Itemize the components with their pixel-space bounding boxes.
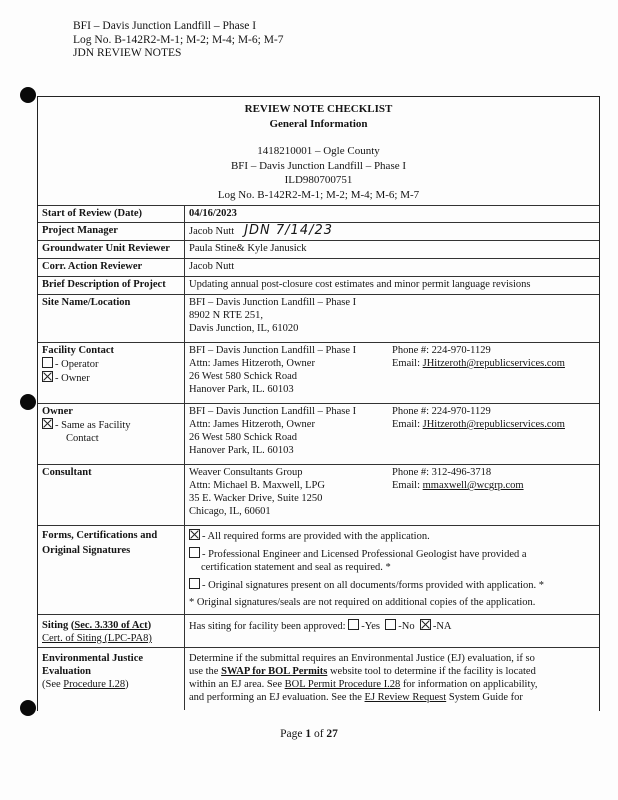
facility-contact-name: BFI – Davis Junction Landfill – Phase I: [189, 345, 357, 356]
epa-id: ILD980700751: [284, 174, 353, 186]
certification-checkbox[interactable]: [189, 547, 200, 558]
owner-name: BFI – Davis Junction Landfill – Phase I: [189, 406, 357, 417]
certification-text: - Professional Engineer and Licensed Professional Geologist have provided a: [202, 549, 527, 560]
corr-action-label: Corr. Action Reviewer: [38, 259, 185, 277]
ej-text-line4: [189, 691, 595, 704]
consultant-name: Weaver Consultants Group: [189, 467, 303, 478]
info-table: [38, 205, 599, 710]
siting-question: Has siting for facility been approved:: [189, 621, 346, 632]
ej-text-line3: [189, 678, 595, 691]
facility-contact-label: Facility Contact: [42, 345, 115, 356]
siting-yes-label: -Yes: [361, 621, 380, 632]
consultant-cell: [185, 465, 600, 526]
certification-text-cont: certification statement and seal as required. *: [201, 562, 391, 573]
punch-hole-bottom: [20, 700, 36, 716]
table-row: [38, 615, 599, 648]
punch-hole-top: [20, 87, 36, 103]
signatures-note: * Original signatures/seals are not required on additional copies of the application.: [189, 597, 536, 608]
ej-procedure-ref: [42, 678, 180, 691]
siting-label-cell: [38, 615, 185, 648]
start-review-value: 04/16/2023: [185, 206, 600, 223]
site-location-cell: [185, 295, 600, 343]
facility-contact-attn: Attn: James Hitzeroth, Owner: [189, 358, 315, 369]
site-id-county: 1418210001 – Ogle County: [257, 145, 380, 157]
table-row: [38, 259, 599, 277]
siting-act-link[interactable]: Sec. 3.330 of Act: [74, 620, 148, 631]
project-manager-value: Jacob Nutt: [189, 226, 235, 237]
forms-label-line2: Original Signatures: [42, 545, 131, 556]
corr-action-value: Jacob Nutt: [185, 259, 600, 277]
site-location-label: Site Name/Location: [38, 295, 185, 343]
punch-hole-middle: [20, 394, 36, 410]
groundwater-reviewer-label: Groundwater Unit Reviewer: [38, 241, 185, 259]
table-row: [38, 343, 599, 404]
groundwater-reviewer-value: Paula Stine& Kyle Janusick: [185, 241, 600, 259]
forms-item-certification: [189, 547, 595, 561]
ej-ref-suffix: ): [125, 679, 129, 690]
swap-link[interactable]: SWAP for BOL Permits: [221, 666, 328, 677]
page-footer: [0, 728, 618, 740]
checklist-title: REVIEW NOTE CHECKLIST: [244, 103, 393, 115]
facility-contact-street: 26 West 580 Schick Road: [189, 371, 298, 382]
ej-text-line2: [189, 665, 595, 678]
ej-cell: [185, 648, 600, 710]
start-review-label: Start of Review (Date): [38, 206, 185, 223]
header-line-2: Log No. B-142R2-M-1; M-2; M-4; M-6; M-7: [73, 33, 284, 46]
log-number: Log No. B-142R2-M-1; M-2; M-4; M-6; M-7: [217, 188, 420, 201]
consultant-email-line: [392, 479, 595, 492]
header-line-1: BFI – Davis Junction Landfill – Phase I: [73, 20, 257, 32]
signatures-checkbox[interactable]: [189, 578, 200, 589]
operator-checkbox[interactable]: [42, 357, 53, 368]
ej-procedure-link[interactable]: Procedure I.28: [63, 679, 126, 690]
facility-contact-cell: [185, 343, 600, 404]
document-header: [73, 20, 284, 61]
consultant-email[interactable]: mmaxwell@wcgrp.com: [422, 480, 524, 491]
owner-street: 26 West 580 Schick Road: [189, 432, 298, 443]
owner-cell: [185, 404, 600, 465]
owner-label: - Owner: [55, 373, 90, 384]
page-number: 1: [305, 728, 312, 740]
consultant-attn: Attn: Michael B. Maxwell, LPG: [189, 480, 325, 491]
table-row: [38, 648, 599, 710]
table-row: [38, 526, 599, 615]
checklist-form: [37, 96, 600, 711]
siting-no-label: -No: [398, 621, 415, 632]
siting-na-label: -NA: [432, 621, 452, 632]
owner-email[interactable]: JHitzeroth@republicservices.com: [422, 419, 565, 430]
facility-contact-email[interactable]: JHitzeroth@republicservices.com: [422, 358, 565, 369]
siting-label: [42, 619, 180, 632]
email-label: Email:: [392, 480, 420, 491]
consultant-label: Consultant: [38, 465, 185, 526]
project-manager-label: Project Manager: [38, 223, 185, 241]
table-row: [38, 465, 599, 526]
siting-label-close: ): [147, 620, 152, 631]
site-street: 8902 N RTE 251,: [189, 310, 264, 321]
operator-option: [42, 357, 180, 371]
ej-line2-b: website tool to determine if the facility is located: [327, 666, 536, 677]
same-as-facility-label-cont: Contact: [66, 433, 99, 444]
consultant-city: Chicago, IL, 60601: [189, 506, 271, 517]
facility-contact-label-cell: [38, 343, 185, 404]
ej-line3-a: within an EJ area. See: [189, 679, 285, 690]
owner-email-line: [392, 418, 595, 431]
siting-cell: [185, 615, 600, 648]
ej-label-line2: Evaluation: [42, 666, 92, 677]
header-line-3: JDN REVIEW NOTES: [73, 47, 182, 59]
forms-cell: [185, 526, 600, 615]
ej-line4-b: System Guide for: [446, 692, 523, 703]
ej-text-line1: Determine if the submittal requires an Environmental Justice (EJ) evaluation, if so: [189, 653, 535, 664]
siting-na-checkbox[interactable]: [420, 619, 431, 630]
table-row: [38, 404, 599, 465]
site-name: BFI – Davis Junction Landfill – Phase I: [189, 297, 357, 308]
owner-label-cell: [38, 404, 185, 465]
forms-label-cell: [38, 526, 185, 615]
brief-description-value: Updating annual post-closure cost estimates and minor permit language revisions: [185, 277, 600, 295]
ej-ref-prefix: (See: [42, 679, 64, 690]
facility-contact-phone: Phone #: 224-970-1129: [392, 345, 491, 356]
ej-review-request-link[interactable]: EJ Review Request: [364, 692, 447, 703]
owner-option: [42, 371, 180, 385]
owner-city: Hanover Park, IL. 60103: [189, 445, 294, 456]
project-manager-cell: [185, 223, 600, 241]
same-as-facility-option: [42, 418, 180, 432]
site-city: Davis Junction, IL, 61020: [189, 323, 299, 334]
email-label: Email:: [392, 419, 420, 430]
owner-attn: Attn: James Hitzeroth, Owner: [189, 419, 315, 430]
ej-label-line1: Environmental Justice: [42, 653, 144, 664]
consultant-phone: Phone #: 312-496-3718: [392, 467, 492, 478]
table-row: [38, 206, 599, 223]
owner-checkbox[interactable]: [42, 371, 53, 382]
same-as-facility-checkbox[interactable]: [42, 418, 53, 429]
forms-item-required: [189, 529, 595, 543]
checklist-subtitle: General Information: [269, 117, 368, 130]
page-total: 27: [326, 728, 338, 740]
ej-label-cell: [38, 648, 185, 710]
siting-yes-checkbox[interactable]: [348, 619, 359, 630]
reviewer-signature: JDN 7/14/23: [244, 223, 334, 238]
email-label: Email:: [392, 358, 420, 369]
ej-line3-b: for information on applicability,: [400, 679, 538, 690]
table-row: [38, 241, 599, 259]
consultant-street: 35 E. Wacker Drive, Suite 1250: [189, 493, 323, 504]
required-forms-text: - All required forms are provided with the application.: [202, 531, 430, 542]
operator-label: - Operator: [55, 359, 99, 370]
facility-contact-email-line: [392, 357, 595, 370]
forms-label-line1: Forms, Certifications and: [42, 530, 158, 541]
title-block: [38, 97, 599, 205]
ej-line2-a: use the: [189, 666, 222, 677]
signatures-text: - Original signatures present on all documents/forms provided with application. *: [202, 580, 545, 591]
siting-label-text: Siting (: [42, 620, 75, 631]
required-forms-checkbox[interactable]: [189, 529, 200, 540]
brief-description-label: Brief Description of Project: [38, 277, 185, 295]
table-row: [38, 223, 599, 241]
table-row: [38, 295, 599, 343]
owner-row-label: Owner: [42, 406, 73, 417]
page-label: Page: [280, 728, 306, 740]
bol-procedure-link[interactable]: BOL Permit Procedure I.28: [284, 679, 401, 690]
page-of: of: [311, 728, 327, 740]
ej-line4-a: and performing an EJ evaluation. See the: [189, 692, 365, 703]
owner-phone: Phone #: 224-970-1129: [392, 406, 491, 417]
siting-cert-link[interactable]: Cert. of Siting (LPC-PA8): [42, 633, 152, 644]
facility-name: BFI – Davis Junction Landfill – Phase I: [230, 159, 407, 172]
forms-item-signatures: [189, 578, 595, 592]
facility-contact-city: Hanover Park, IL. 60103: [189, 384, 294, 395]
same-as-facility-label: - Same as Facility: [55, 420, 131, 431]
table-row: [38, 277, 599, 295]
siting-no-checkbox[interactable]: [385, 619, 396, 630]
